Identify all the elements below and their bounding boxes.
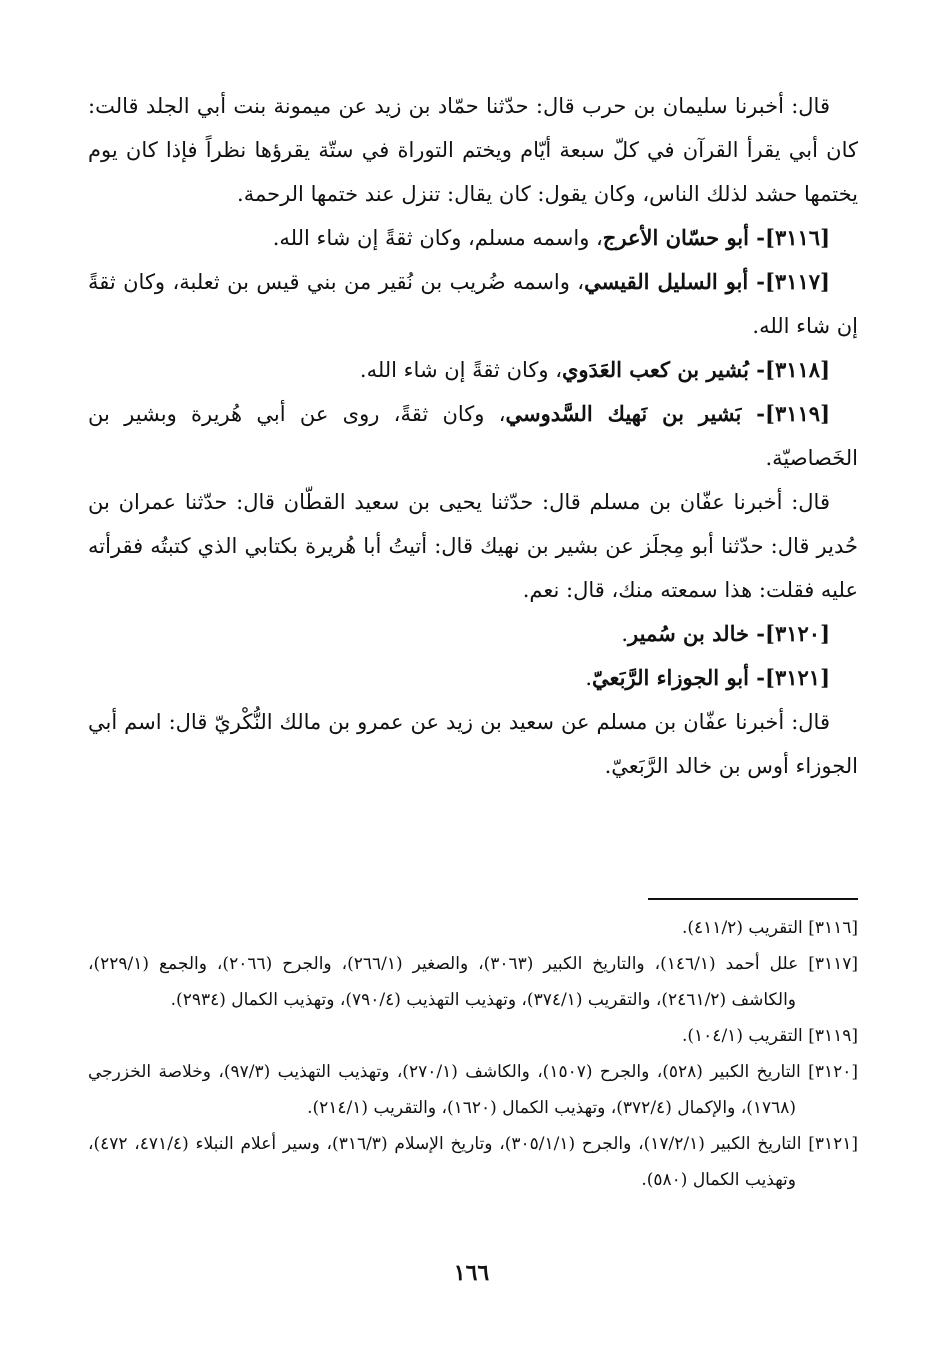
entry-name: - بُشير بن كعب العَدَوي bbox=[561, 357, 765, 382]
footnote-3121: [٣١٢١] التاريخ الكبير (١٧/٢/١)، والجرح (٣٠٥/١/١)، وتاريخ الإسلام (٣١٦/٣)، وسير أعلام النبلاء (٤٧١/٤، ٤٧٢)، وتهذيب الكمال (٥٨٠). bbox=[88, 1134, 858, 1190]
entry-3118 bbox=[88, 348, 858, 392]
entry-text: ، واسمه مسلم، وكان ثقةً إن شاء الله. bbox=[272, 226, 603, 250]
entry-3119 bbox=[88, 392, 858, 480]
footnote-3116: [٣١١٦] التقريب (٤١١/٢). bbox=[682, 918, 858, 938]
footnote-divider bbox=[648, 898, 858, 900]
entry-text: . bbox=[585, 666, 593, 690]
entry-3120 bbox=[88, 612, 858, 656]
entry-3117 bbox=[88, 260, 858, 348]
entry-text: . bbox=[621, 622, 629, 646]
paragraph-2: قال: أخبرنا عفّان بن مسلم قال: حدّثنا يحيى بن سعيد القطّان قال: حدّثنا عمران بن حُدير قال: حدّثنا أبو مِجلَز عن بشير بن نهيك قال: أتيتُ أبا هُريرة بكتابي الذي كتبتُه فقرأته عليه فقلت: هذا سمعته منك، قال: نعم. bbox=[88, 490, 858, 602]
footnote-3119: [٣١١٩] التقريب (١٠٤/١). bbox=[682, 1026, 858, 1046]
entry-number: [٣١١٦] bbox=[765, 225, 830, 250]
paragraph-1: قال: أخبرنا سليمان بن حرب قال: حدّثنا حمّاد بن زيد عن ميمونة بنت أبي الجلد قالت: كان أبي يقرأ القرآن في كلّ سبعة أيّام ويختم التوراة في ستّة يقرؤها نظراً فإذا كان يوم يختمها حشد لذلك الناس، وكان يقول: كان يقال: تنزل عند ختمها الرحمة. bbox=[88, 94, 858, 206]
footnote-3117: [٣١١٧] علل أحمد (١٤٦/١)، والتاريخ الكبير (٣٠٦٣)، والصغير (٢٦٦/١)، والجرح (٢٠٦٦)، والجمع (٢٢٩/١)، والكاشف (٢٤٦١/٢)، والتقريب (٣٧٤/١)، وتهذيب التهذيب (٧٩٠/٤)، وتهذيب الكمال (٢٩٣٤). bbox=[88, 954, 859, 1010]
entry-3121 bbox=[88, 656, 858, 700]
page-number: ١٦٦ bbox=[453, 1260, 490, 1286]
entry-name: - خالد بن سُمير bbox=[628, 621, 765, 646]
entry-number: [٣١١٧] bbox=[764, 269, 830, 294]
entry-text: ، وكان ثقةً إن شاء الله. bbox=[359, 358, 562, 382]
paragraph-3: قال: أخبرنا عفّان بن مسلم عن سعيد بن زيد عن عمرو بن مالك النُّكْريّ قال: اسم أبي الجوزاء أوس بن خالد الرَّبَعيّ. bbox=[88, 710, 858, 778]
entry-name: - أبو السليل القيسي bbox=[584, 269, 765, 294]
entry-text: ، وكان ثقةً، روى عن أبي هُريرة وبشير بن الخَصاصيّة. bbox=[88, 402, 858, 470]
entry-text: ، واسمه ضُريب بن نُقير من بني قيس بن ثعلبة، وكان ثقةً إن شاء الله. bbox=[88, 270, 858, 338]
entry-name: - أبو حسّان الأعرج bbox=[602, 225, 765, 250]
footnote-3120: [٣١٢٠] التاريخ الكبير (٥٢٨)، والجرح (١٥٠٧)، والكاشف (٢٧٠/١)، وتهذيب التهذيب (٩٧/٣)، وخلاصة الخزرجي (١٧٦٨)، والإكمال (٣٧٢/٤)، وتهذيب الكمال (١٦٢٠)، والتقريب (٢١٤/١). bbox=[88, 1062, 858, 1118]
footnotes bbox=[88, 898, 858, 1198]
entry-number: [٣١٢١] bbox=[765, 665, 830, 690]
entry-name: - بَشير بن نَهيك السَّدوسي bbox=[505, 401, 765, 426]
entry-number: [٣١١٨] bbox=[765, 357, 830, 382]
entry-number: [٣١١٩] bbox=[765, 401, 830, 426]
entry-name: - أبو الجوزاء الرَّبَعيّ bbox=[592, 665, 765, 690]
entry-3116 bbox=[88, 216, 858, 260]
main-text bbox=[88, 84, 858, 788]
entry-number: [٣١٢٠] bbox=[765, 621, 830, 646]
